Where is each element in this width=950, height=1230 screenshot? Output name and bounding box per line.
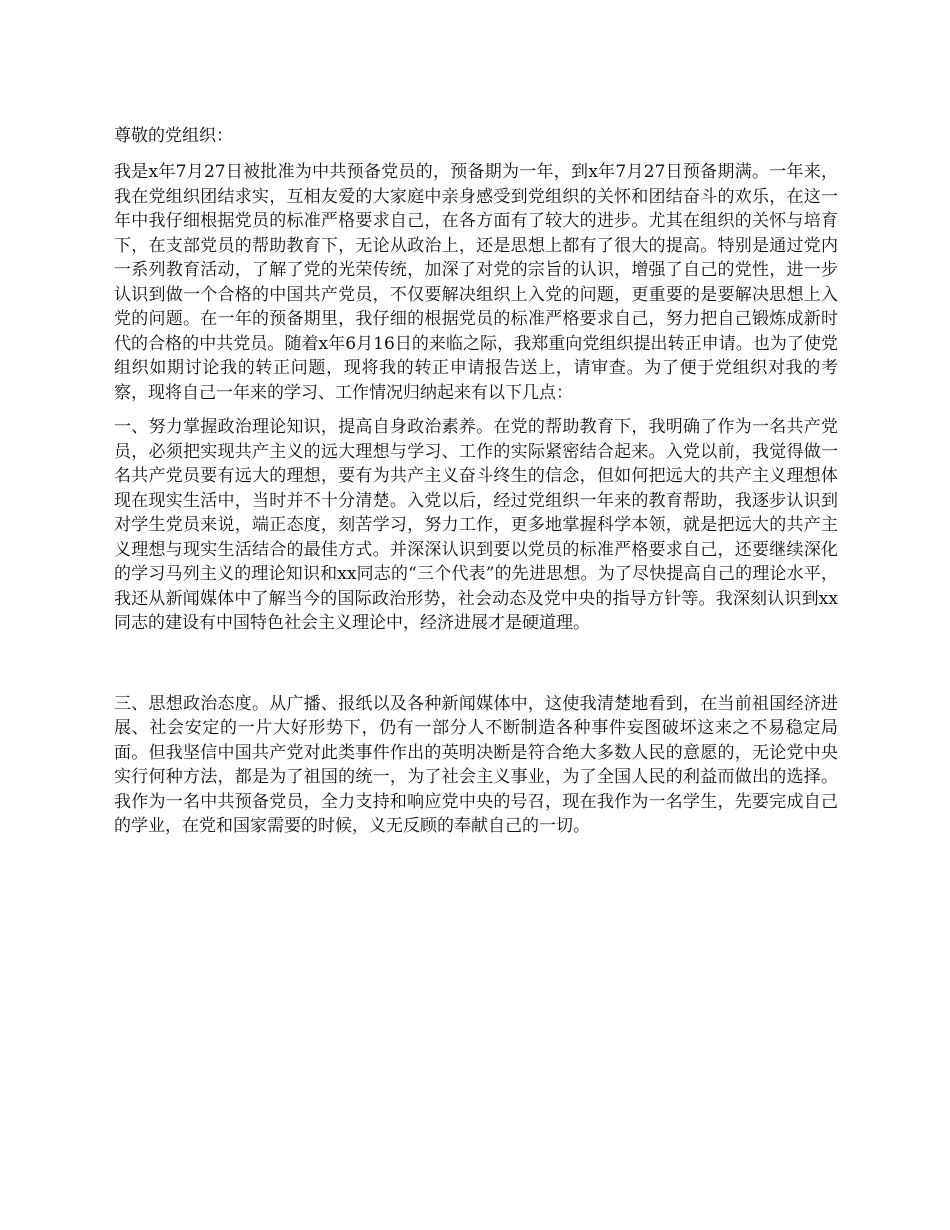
paragraph-point-three: 三、思想政治态度。从广播、报纸以及各种新闻媒体中，这使我清楚地看到，在当前祖国经济进展、社会安定的一片大好形势下，仍有一部分人不断制造各种事件妄图破坏这来之不易稳定局面。但我坚信中国共产党对此类事件作出的英明决断是符合绝大多数人民的意愿的，无论党中央实行何种方法，都是为了祖国的统一，为了社会主义事业，为了全国人民的利益而做出的选择。我作为一名中共预备党员，全力支持和响应党中央的号召，现在我作为一名学生，先要完成自己的学业，在党和国家需要的时候，义无反顾的奉献自己的一切。 xyxy=(114,693,838,836)
paragraph-intro: 我是x年7月27日被批准为中共预备党员的，预备期为一年，到x年7月27日预备期满。一年来，我在党组织团结求实，互相友爱的大家庭中亲身感受到党组织的关怀和团结奋斗的欢乐，在这一年中我仔细根据党员的标准严格要求自己，在各方面有了较大的进步。尤其在组织的关怀与培育下，在支部党员的帮助教育下，无论从政治上，还是思想上都有了很大的提高。特别是通过党内一系列教育活动，了解了党的光荣传统，加深了对党的宗旨的认识，增强了自己的党性，进一步认识到做一个合格的中国共产党员，不仅要解决组织上入党的问题，更重要的是要解决思想上入党的问题。在一年的预备期里，我仔细的根据党员的标准严格要求自己，努力把自己锻炼成新时代的合格的中共党员。随着x年6月16日的来临之际，我郑重向党组织提出转正申请。也为了使党组织如期讨论我的转正问题，现将我的转正申请报告送上，请审查。为了便于党组织对我的考察，现将自己一年来的学习、工作情况归纳起来有以下几点： xyxy=(114,162,838,403)
paragraph-point-one: 一、努力掌握政治理论知识，提高自身政治素养。在党的帮助教育下，我明确了作为一名共产党员，必须把实现共产主义的远大理想与学习、工作的实际紧密结合起来。入党以前，我觉得做一名共产党员要有远大的理想，要有为共产主义奋斗终生的信念，但如何把远大的共产主义理想体现在现实生活中，当时并不十分清楚。入党以后，经过党组织一年来的教育帮助，我逐步认识到对学生党员来说，端正态度，刻苦学习，努力工作，更多地掌握科学本领，就是把远大的共产主义理想与现实生活结合的最佳方式。并深深认识到要以党员的标准严格要求自己，还要继续深化的学习马列主义的理论知识和xx同志的“三个代表”的先进思想。为了尽快提高自己的理论水平，我还从新闻媒体中了解当今的国际政治形势，社会动态及党中央的指导方针等。我深刻认识到xx同志的建设有中国特色社会主义理论中，经济进展才是硬道理。 xyxy=(114,417,838,633)
salutation: 尊敬的党组织： xyxy=(114,126,233,146)
document-page xyxy=(114,124,838,849)
